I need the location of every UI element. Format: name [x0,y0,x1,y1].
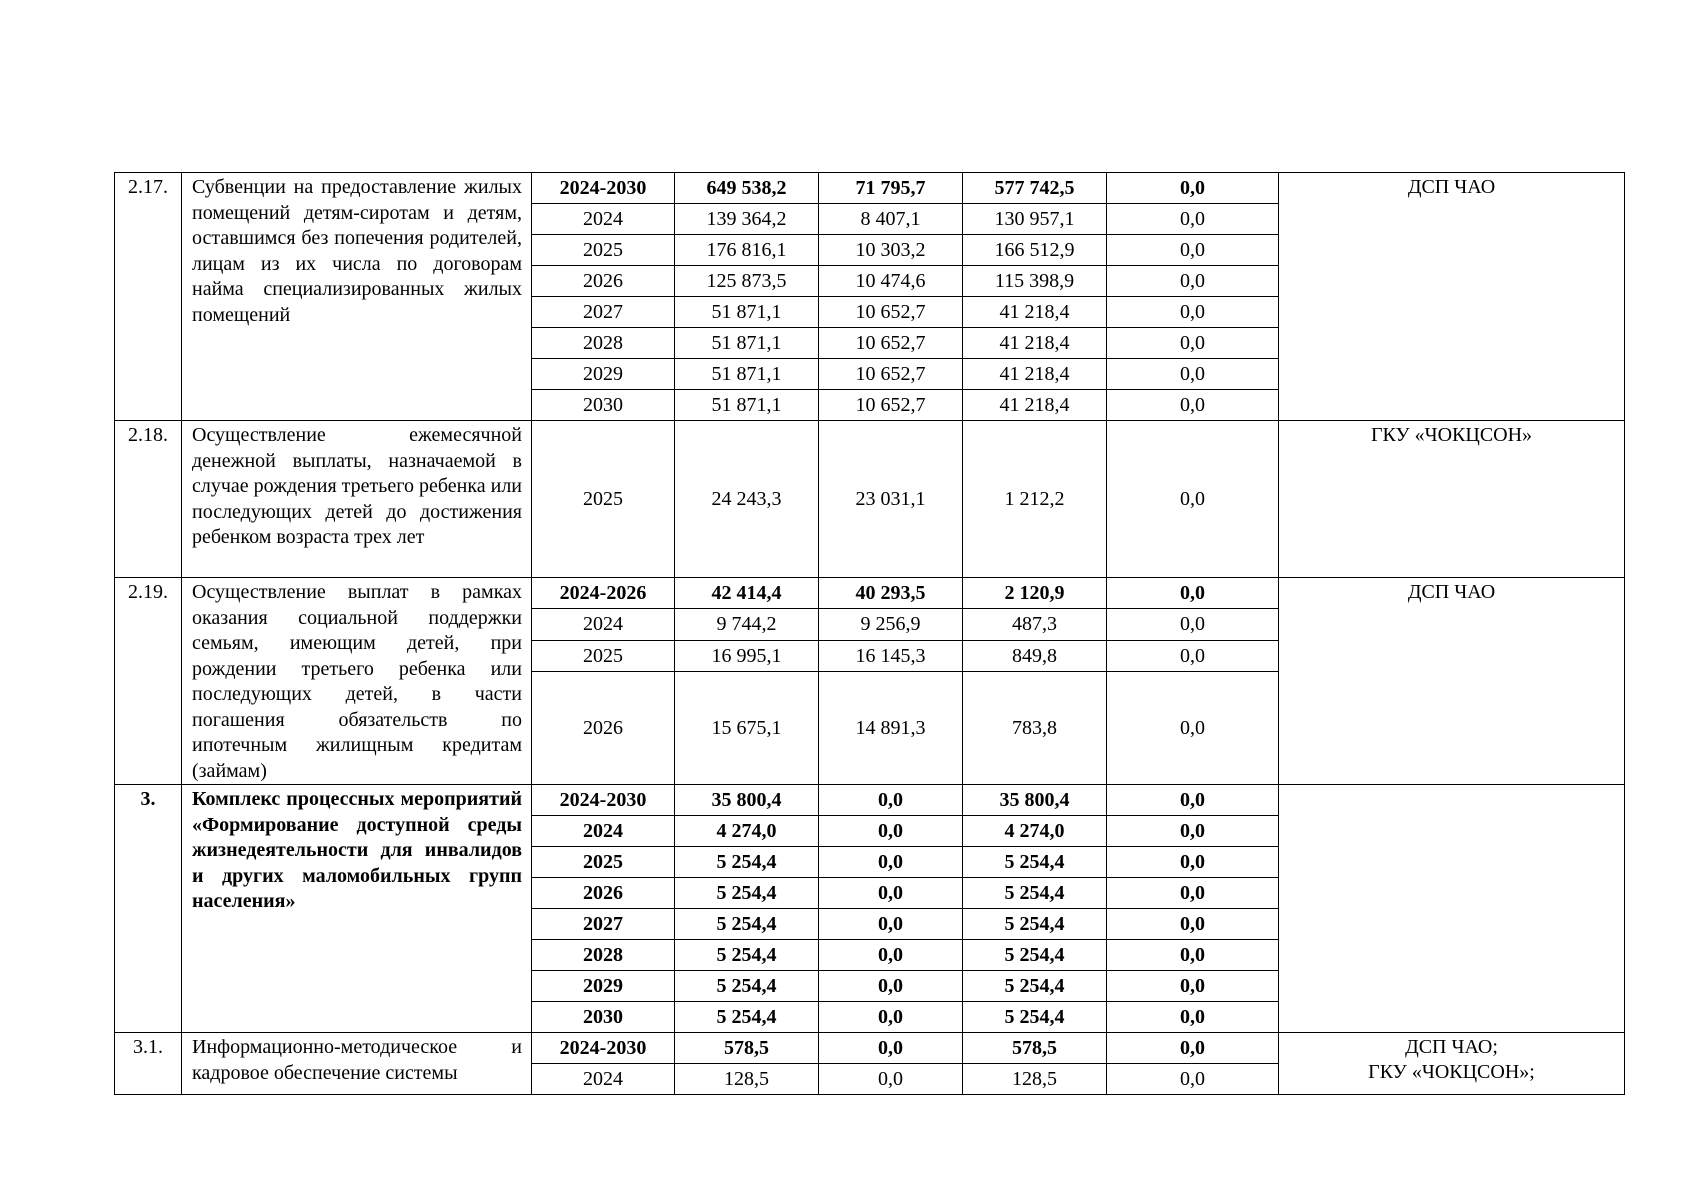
value-cell: 0,0 [1107,204,1279,235]
total-cell: 578,5 [675,1033,819,1064]
table-row [115,785,1625,816]
value-cell: 0,0 [819,1002,963,1033]
value-cell: 0,0 [1107,847,1279,878]
responsible-cell [1279,173,1625,421]
item-description: Информационно-методическое и кадровое обеспечение системы [182,1033,532,1095]
value-cell: 10 652,7 [819,297,963,328]
value-cell: 40 293,5 [819,578,963,609]
value-cell: 9 256,9 [819,609,963,640]
value-cell: 0,0 [1107,578,1279,609]
year-cell: 2024 [532,816,675,847]
value-cell: 10 303,2 [819,235,963,266]
responsible-cell [1279,578,1625,785]
value-cell: 0,0 [819,816,963,847]
year-cell: 2025 [532,847,675,878]
total-cell: 9 744,2 [675,609,819,640]
value-cell: 0,0 [1107,297,1279,328]
value-cell: 0,0 [1107,785,1279,816]
table-row [115,578,1625,609]
value-cell: 0,0 [1107,1064,1279,1095]
value-cell: 1 212,2 [963,421,1107,578]
table-row [115,421,1625,578]
year-cell: 2024-2030 [532,173,675,204]
value-cell: 41 218,4 [963,359,1107,390]
value-cell: 578,5 [963,1033,1107,1064]
value-cell: 0,0 [819,940,963,971]
value-cell: 0,0 [1107,359,1279,390]
value-cell: 4 274,0 [963,816,1107,847]
value-cell: 115 398,9 [963,266,1107,297]
value-cell: 0,0 [819,847,963,878]
year-cell: 2030 [532,390,675,421]
value-cell: 0,0 [1107,390,1279,421]
total-cell: 35 800,4 [675,785,819,816]
item-number: 2.18. [115,421,182,578]
total-cell: 5 254,4 [675,1002,819,1033]
value-cell: 5 254,4 [963,847,1107,878]
value-cell: 0,0 [819,1033,963,1064]
value-cell: 0,0 [819,785,963,816]
value-cell: 0,0 [819,909,963,940]
total-cell: 4 274,0 [675,816,819,847]
year-cell: 2025 [532,421,675,578]
value-cell: 0,0 [819,1064,963,1095]
budget-table [114,172,1625,1095]
responsible-name: ГКУ «ЧОКЦСОН»; [1368,1061,1535,1083]
responsible-name: ДСП ЧАО [1407,176,1496,198]
value-cell: 0,0 [1107,328,1279,359]
value-cell: 0,0 [1107,266,1279,297]
item-description: Осуществление выплат в рамках оказания социальной поддержки семьям, имеющим детей, при рождении третьего ребенка или последующих детей, в части погашения обязательств по ипотечным жилищным кредитам (займам) [182,578,532,785]
value-cell: 2 120,9 [963,578,1107,609]
total-cell: 128,5 [675,1064,819,1095]
value-cell: 128,5 [963,1064,1107,1095]
year-cell: 2025 [532,640,675,671]
value-cell: 0,0 [1107,816,1279,847]
value-cell: 0,0 [1107,940,1279,971]
responsible-cell [1279,1033,1625,1095]
responsible-name: ГКУ «ЧОКЦСОН» [1370,424,1533,446]
value-cell: 16 145,3 [819,640,963,671]
value-cell: 5 254,4 [963,878,1107,909]
year-cell: 2027 [532,909,675,940]
value-cell: 0,0 [1107,909,1279,940]
value-cell: 783,8 [963,671,1107,784]
total-cell: 176 816,1 [675,235,819,266]
value-cell: 5 254,4 [963,1002,1107,1033]
value-cell: 130 957,1 [963,204,1107,235]
value-cell: 166 512,9 [963,235,1107,266]
year-cell: 2028 [532,328,675,359]
item-number: 3.1. [115,1033,182,1095]
value-cell: 0,0 [1107,671,1279,784]
total-cell: 649 538,2 [675,173,819,204]
total-cell: 51 871,1 [675,328,819,359]
value-cell: 23 031,1 [819,421,963,578]
total-cell: 51 871,1 [675,390,819,421]
value-cell: 14 891,3 [819,671,963,784]
year-cell: 2024-2030 [532,785,675,816]
responsible-name: ДСП ЧАО; [1405,1036,1498,1058]
year-cell: 2024 [532,204,675,235]
value-cell: 71 795,7 [819,173,963,204]
value-cell: 0,0 [1107,1002,1279,1033]
value-cell: 487,3 [963,609,1107,640]
responsible-cell [1279,785,1625,1033]
total-cell: 5 254,4 [675,909,819,940]
total-cell: 125 873,5 [675,266,819,297]
value-cell: 0,0 [1107,640,1279,671]
table-row [115,1033,1625,1064]
item-number: 3. [115,785,182,1033]
value-cell: 5 254,4 [963,909,1107,940]
value-cell: 0,0 [1107,609,1279,640]
total-cell: 5 254,4 [675,878,819,909]
total-cell: 5 254,4 [675,940,819,971]
value-cell: 10 652,7 [819,328,963,359]
year-cell: 2024-2026 [532,578,675,609]
value-cell: 0,0 [1107,971,1279,1002]
responsible-name: ДСП ЧАО [1407,581,1496,603]
value-cell: 0,0 [1107,173,1279,204]
value-cell: 41 218,4 [963,297,1107,328]
year-cell: 2026 [532,671,675,784]
value-cell: 0,0 [1107,878,1279,909]
year-cell: 2028 [532,940,675,971]
value-cell: 0,0 [819,971,963,1002]
value-cell: 41 218,4 [963,390,1107,421]
value-cell: 5 254,4 [963,940,1107,971]
value-cell: 5 254,4 [963,971,1107,1002]
table-row [115,173,1625,204]
total-cell: 139 364,2 [675,204,819,235]
year-cell: 2027 [532,297,675,328]
value-cell: 0,0 [1107,421,1279,578]
value-cell: 577 742,5 [963,173,1107,204]
total-cell: 24 243,3 [675,421,819,578]
year-cell: 2024 [532,609,675,640]
item-description: Осуществление ежемесячной денежной выплаты, назначаемой в случае рождения третьего ребенка или последующих детей до достижения ребенком возраста трех лет [182,421,532,578]
total-cell: 51 871,1 [675,359,819,390]
year-cell: 2029 [532,971,675,1002]
value-cell: 41 218,4 [963,328,1107,359]
value-cell: 10 474,6 [819,266,963,297]
total-cell: 15 675,1 [675,671,819,784]
value-cell: 0,0 [1107,235,1279,266]
responsible-cell [1279,421,1625,578]
item-number: 2.19. [115,578,182,785]
value-cell: 849,8 [963,640,1107,671]
year-cell: 2030 [532,1002,675,1033]
year-cell: 2029 [532,359,675,390]
value-cell: 0,0 [1107,1033,1279,1064]
total-cell: 51 871,1 [675,297,819,328]
item-description: Субвенции на предоставление жилых помещений детям-сиротам и детям, оставшимся без попечения родителей, лицам из их числа по договорам найма специализированных жилых помещений [182,173,532,421]
total-cell: 16 995,1 [675,640,819,671]
value-cell: 10 652,7 [819,390,963,421]
value-cell: 35 800,4 [963,785,1107,816]
year-cell: 2026 [532,878,675,909]
year-cell: 2024-2030 [532,1033,675,1064]
total-cell: 5 254,4 [675,971,819,1002]
year-cell: 2026 [532,266,675,297]
year-cell: 2025 [532,235,675,266]
total-cell: 42 414,4 [675,578,819,609]
total-cell: 5 254,4 [675,847,819,878]
item-description: Комплекс процессных мероприятий «Формирование доступной среды жизнедеятельности для инвалидов и других маломобильных групп населения» [182,785,532,1033]
value-cell: 8 407,1 [819,204,963,235]
year-cell: 2024 [532,1064,675,1095]
value-cell: 10 652,7 [819,359,963,390]
value-cell: 0,0 [819,878,963,909]
item-number: 2.17. [115,173,182,421]
